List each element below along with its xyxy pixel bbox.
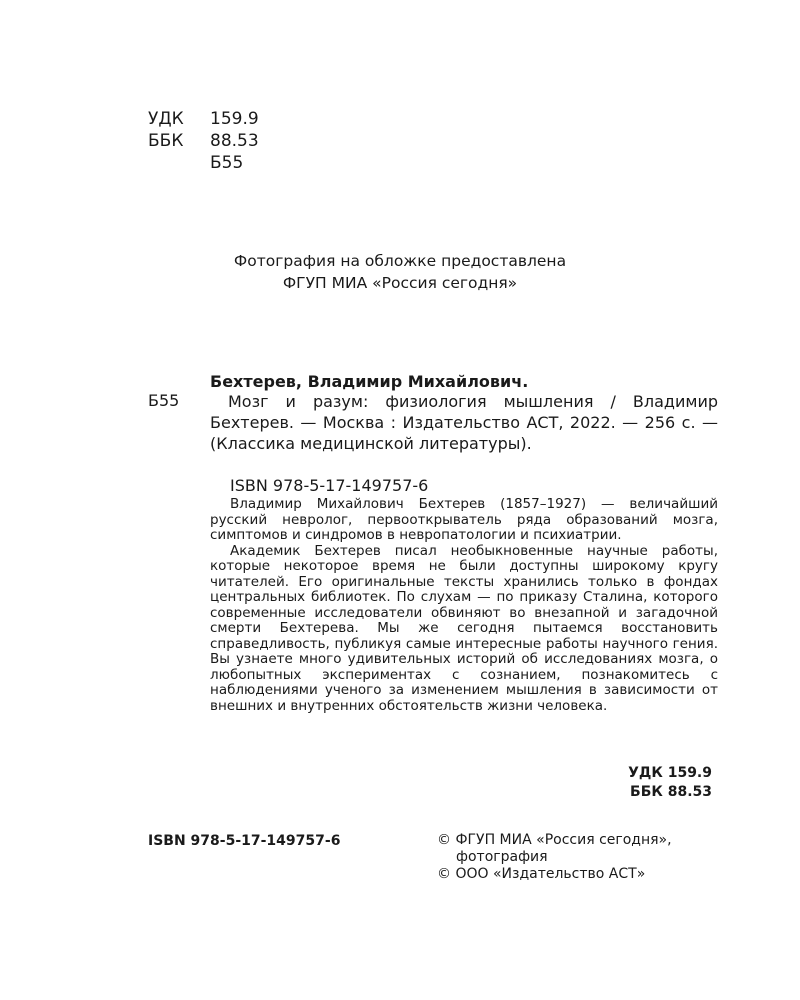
- bbk-row: [148, 130, 259, 152]
- udk-bbk-block: [148, 108, 259, 174]
- entry-isbn: ISBN 978-5-17-149757-6: [230, 476, 429, 495]
- title-description: [210, 391, 718, 454]
- annotation: [210, 497, 718, 714]
- title-text: Мозг и разум: физиология мышления / Владимир Бехтерев. — Москва : Издательство АСТ, 2022. — 256 с. — (Классика медицинской литературы).: [210, 392, 718, 453]
- copyright-line-2: © ООО «Издательство АСТ»: [437, 866, 646, 882]
- copyright-block: [437, 832, 672, 883]
- udk-value: 159.9: [210, 109, 259, 129]
- udk-code: УДК 159.9: [628, 765, 712, 781]
- author-mark-row: [148, 152, 259, 174]
- photo-credit-line2: ФГУП МИА «Россия сегодня»: [282, 274, 518, 292]
- classification-codes: [628, 764, 712, 802]
- udk-label: УДК: [148, 109, 184, 129]
- author-heading: Бехтерев, Владимир Михайлович.: [210, 372, 529, 391]
- bbk-label: ББК: [148, 131, 184, 151]
- copyright-line-1-cont: фотография: [456, 849, 548, 865]
- bbk-value: 88.53: [210, 131, 259, 151]
- copyright-line-1: © ФГУП МИА «Россия сегодня»,: [437, 832, 672, 848]
- annotation-paragraph-1: Владимир Михайлович Бехтерев (1857–1927) — величайший русский невролог, первооткрыватель ряда образований мозга, симптомов и синдромов в невропатологии и психиатрии.: [210, 496, 718, 543]
- footer-isbn: ISBN 978-5-17-149757-6: [148, 833, 341, 849]
- photo-credit-line1: Фотография на обложке предоставлена: [233, 252, 567, 270]
- entry-code: Б55: [148, 391, 180, 410]
- udk-row: [148, 108, 259, 130]
- photo-credit: [0, 250, 800, 294]
- author-mark: Б55: [210, 153, 244, 173]
- annotation-paragraph-2: Академик Бехтерев писал необыкновенные научные работы, которые некоторое время не были доступны широкому кругу читателей. Его оригинальные тексты хранились только в фондах центральных библиотек. По слухам — по приказу Сталина, которого современные исследователи обвиняют во внезапной и загадочной смерти Бехтерева. Мы же сегодня пытаемся восстановить справедливость, публикуя самые интересные работы научного гения. Вы узнаете много удивительных историй об исследованиях мозга, о любопытных экспериментах с сознанием, познакомитесь с наблюдениями ученого за изменением мышления в зависимости от внешних и внутренних обстоятельств жизни человека.: [210, 542, 718, 714]
- bbk-code: ББК 88.53: [630, 784, 712, 800]
